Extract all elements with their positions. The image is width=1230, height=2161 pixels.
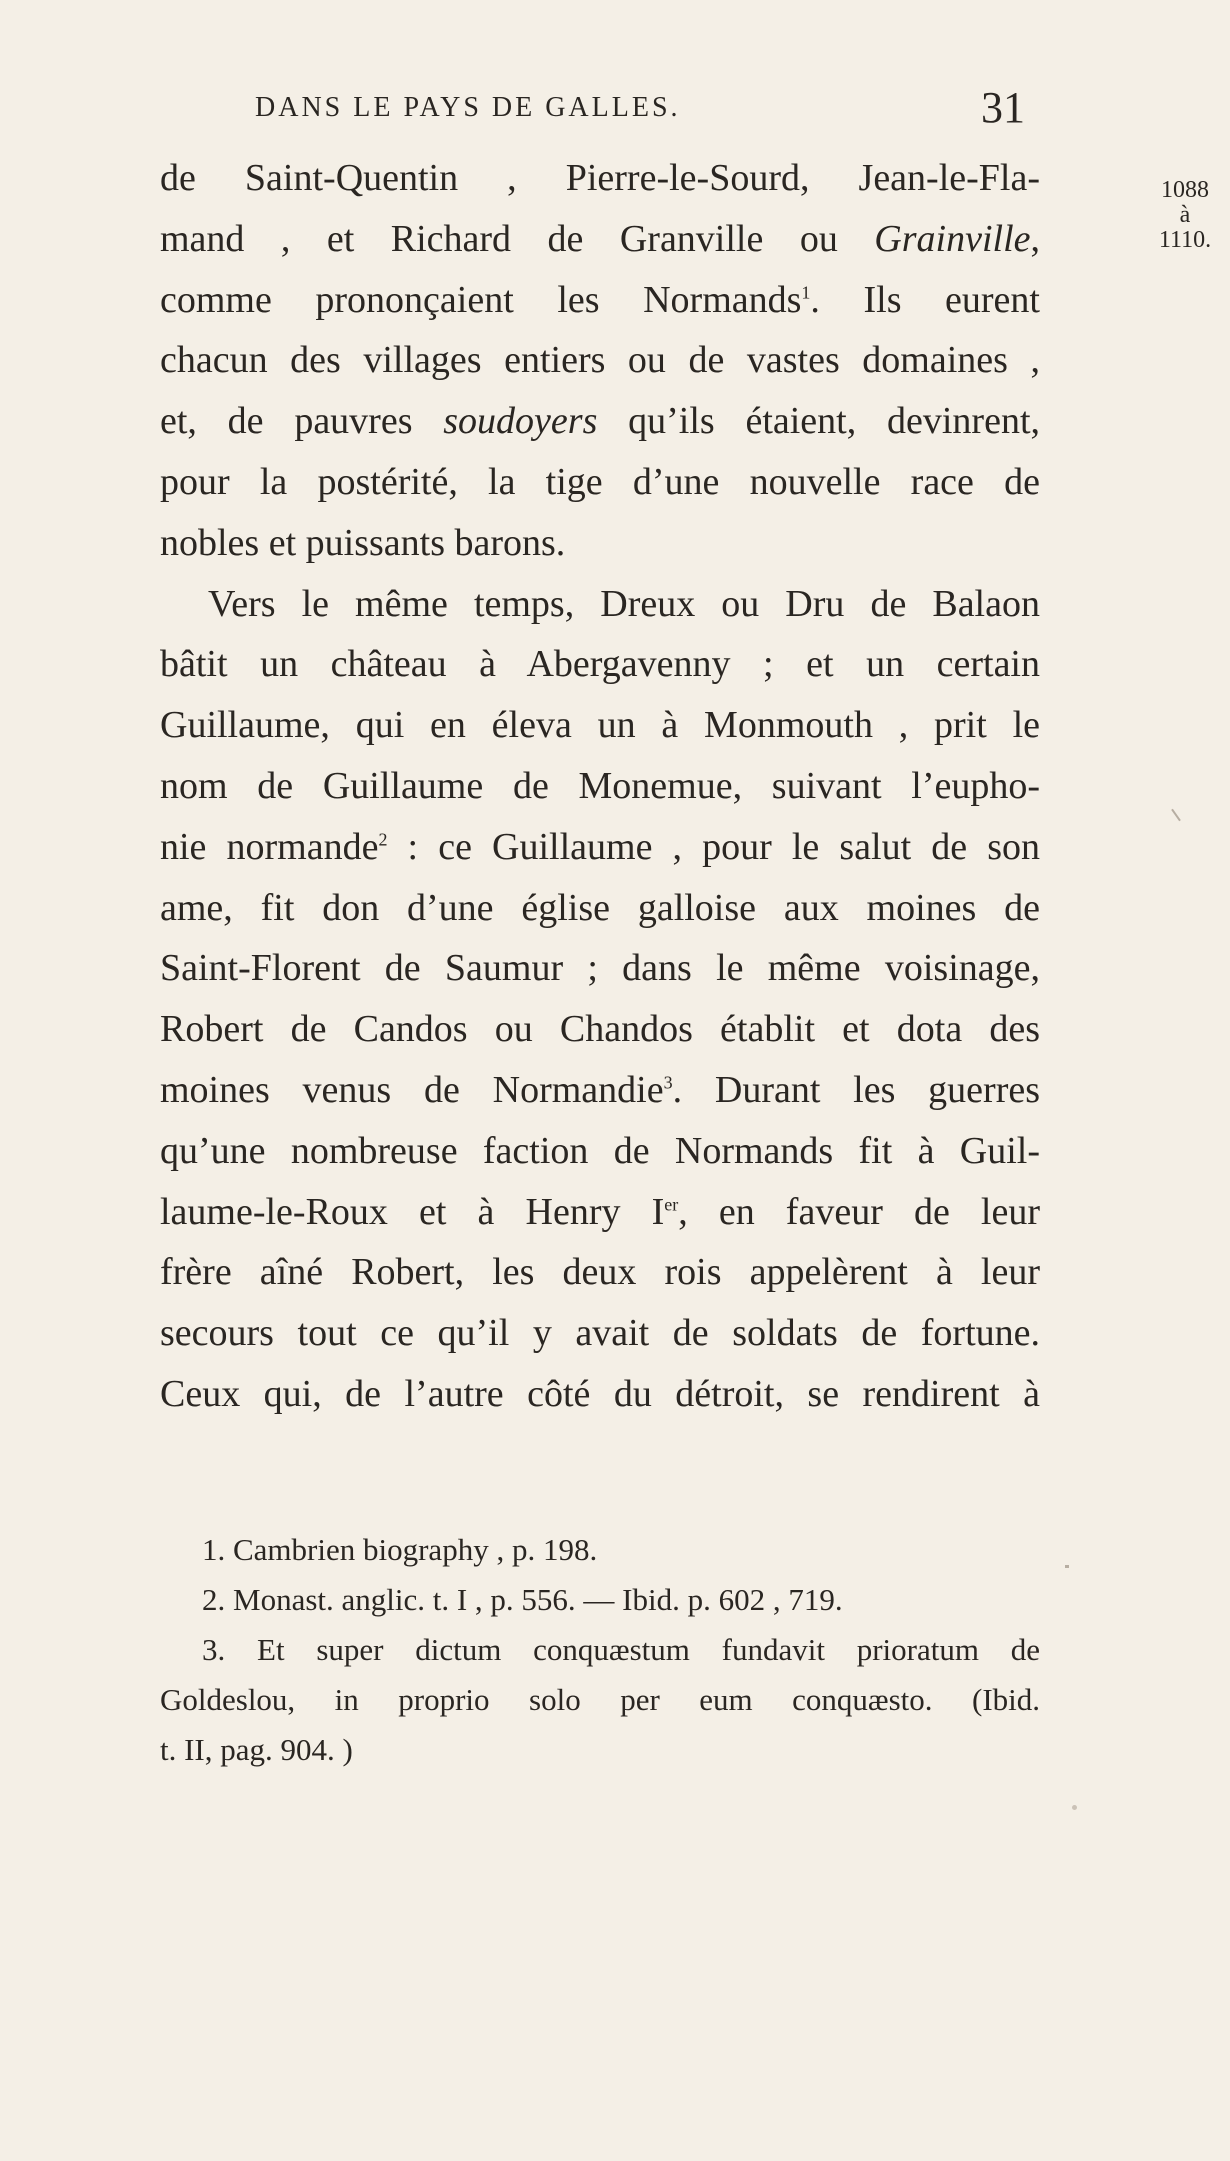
- text-line: nom de Guillaume de Monemue, suivant l’eupho-: [160, 764, 1040, 807]
- margin-year-start: 1088: [1161, 177, 1209, 203]
- footnote-3: 3. Et super dictum conquæstum fundavit prioratum de: [202, 1632, 1040, 1667]
- text-line: secours tout ce qu’il y avait de soldats de fortune.: [160, 1312, 1040, 1355]
- text-line: Ceux qui, de l’autre côté du détroit, se rendirent à: [160, 1372, 1040, 1415]
- text-line: bâtit un château à Abergavenny ; et un certain: [160, 643, 1040, 686]
- text-line: [160, 1060, 1040, 1121]
- text-line: [160, 1182, 1040, 1243]
- superscript: er: [664, 1193, 679, 1214]
- text-line: [160, 270, 1040, 331]
- text-segment: . Durant les guerres: [672, 1068, 1041, 1111]
- page-header: [255, 83, 1025, 138]
- text-segment: moines venus de Normandie: [160, 1068, 664, 1111]
- footnote-ref: 2: [378, 829, 388, 850]
- text-segment: comme prononçaient les Normands: [160, 278, 802, 321]
- text-segment: mand , et Richard de Granville ou: [160, 217, 875, 260]
- footnote-ref: 3: [663, 1072, 673, 1093]
- footnote-3-continued: Goldeslou, in proprio solo per eum conquæsto. (Ibid.: [160, 1682, 1040, 1717]
- text-segment: qu’ils étaient, devinrent,: [597, 400, 1040, 443]
- italic-word: soudoyers: [443, 400, 598, 443]
- text-segment: ,: [1030, 217, 1040, 260]
- footnote-3-end: t. II, pag. 904. ): [160, 1732, 353, 1767]
- text-line: Robert de Candos ou Chandos établit et dota des: [160, 1008, 1040, 1051]
- text-line: de Saint-Quentin , Pierre-le-Sourd, Jean-le-Fla-: [160, 157, 1040, 199]
- text-segment: et, de pauvres: [160, 400, 444, 443]
- text-line: [160, 391, 1040, 452]
- text-segment: , en faveur de leur: [678, 1190, 1040, 1233]
- text-segment: laume-le-Roux et à Henry I: [160, 1190, 665, 1233]
- running-title: DANS LE PAYS DE GALLES.: [255, 92, 681, 123]
- footnote-1: 1. Cambrien biography , p. 198.: [202, 1532, 598, 1567]
- text-line: qu’une nombreuse faction de Normands fit à Guil-: [160, 1129, 1040, 1172]
- page-number: 31: [981, 83, 1025, 132]
- paper-speck: [1072, 1805, 1077, 1810]
- text-line: [160, 817, 1040, 878]
- text-line: Guillaume, qui en éleva un à Monmouth , prit le: [160, 704, 1040, 747]
- text-segment: nie normande: [160, 825, 379, 868]
- margin-connector: à: [1179, 202, 1191, 228]
- footnote-ref: 1: [801, 281, 811, 302]
- text-segment: . Ils eurent: [810, 278, 1040, 321]
- text-line: [160, 209, 1040, 270]
- paper-mark: [1065, 1565, 1069, 1568]
- text-segment: : ce Guillaume , pour le salut de son: [387, 825, 1040, 868]
- text-line: pour la postérité, la tige d’une nouvelle race de: [160, 460, 1040, 503]
- italic-word: Grainville: [874, 217, 1031, 260]
- footnotes: [160, 1525, 1040, 1775]
- footnote-2: 2. Monast. anglic. t. I , p. 556. — Ibid. p. 602 , 719.: [202, 1582, 843, 1617]
- margin-year-end: 1110.: [1158, 227, 1212, 253]
- text-line: chacun des villages entiers ou de vastes domaines ,: [160, 339, 1040, 382]
- text-line: frère aîné Robert, les deux rois appelèrent à leur: [160, 1251, 1040, 1294]
- text-line: nobles et puissants barons.: [160, 521, 566, 564]
- margin-date-note: [1150, 178, 1220, 253]
- main-text: [160, 148, 1040, 1425]
- text-line: Vers le même temps, Dreux ou Dru de Balaon: [208, 582, 1040, 625]
- paper-mark: [1171, 809, 1181, 822]
- text-line: Saint-Florent de Saumur ; dans le même voisinage,: [160, 947, 1040, 990]
- text-line: ame, fit don d’une église galloise aux moines de: [160, 886, 1040, 929]
